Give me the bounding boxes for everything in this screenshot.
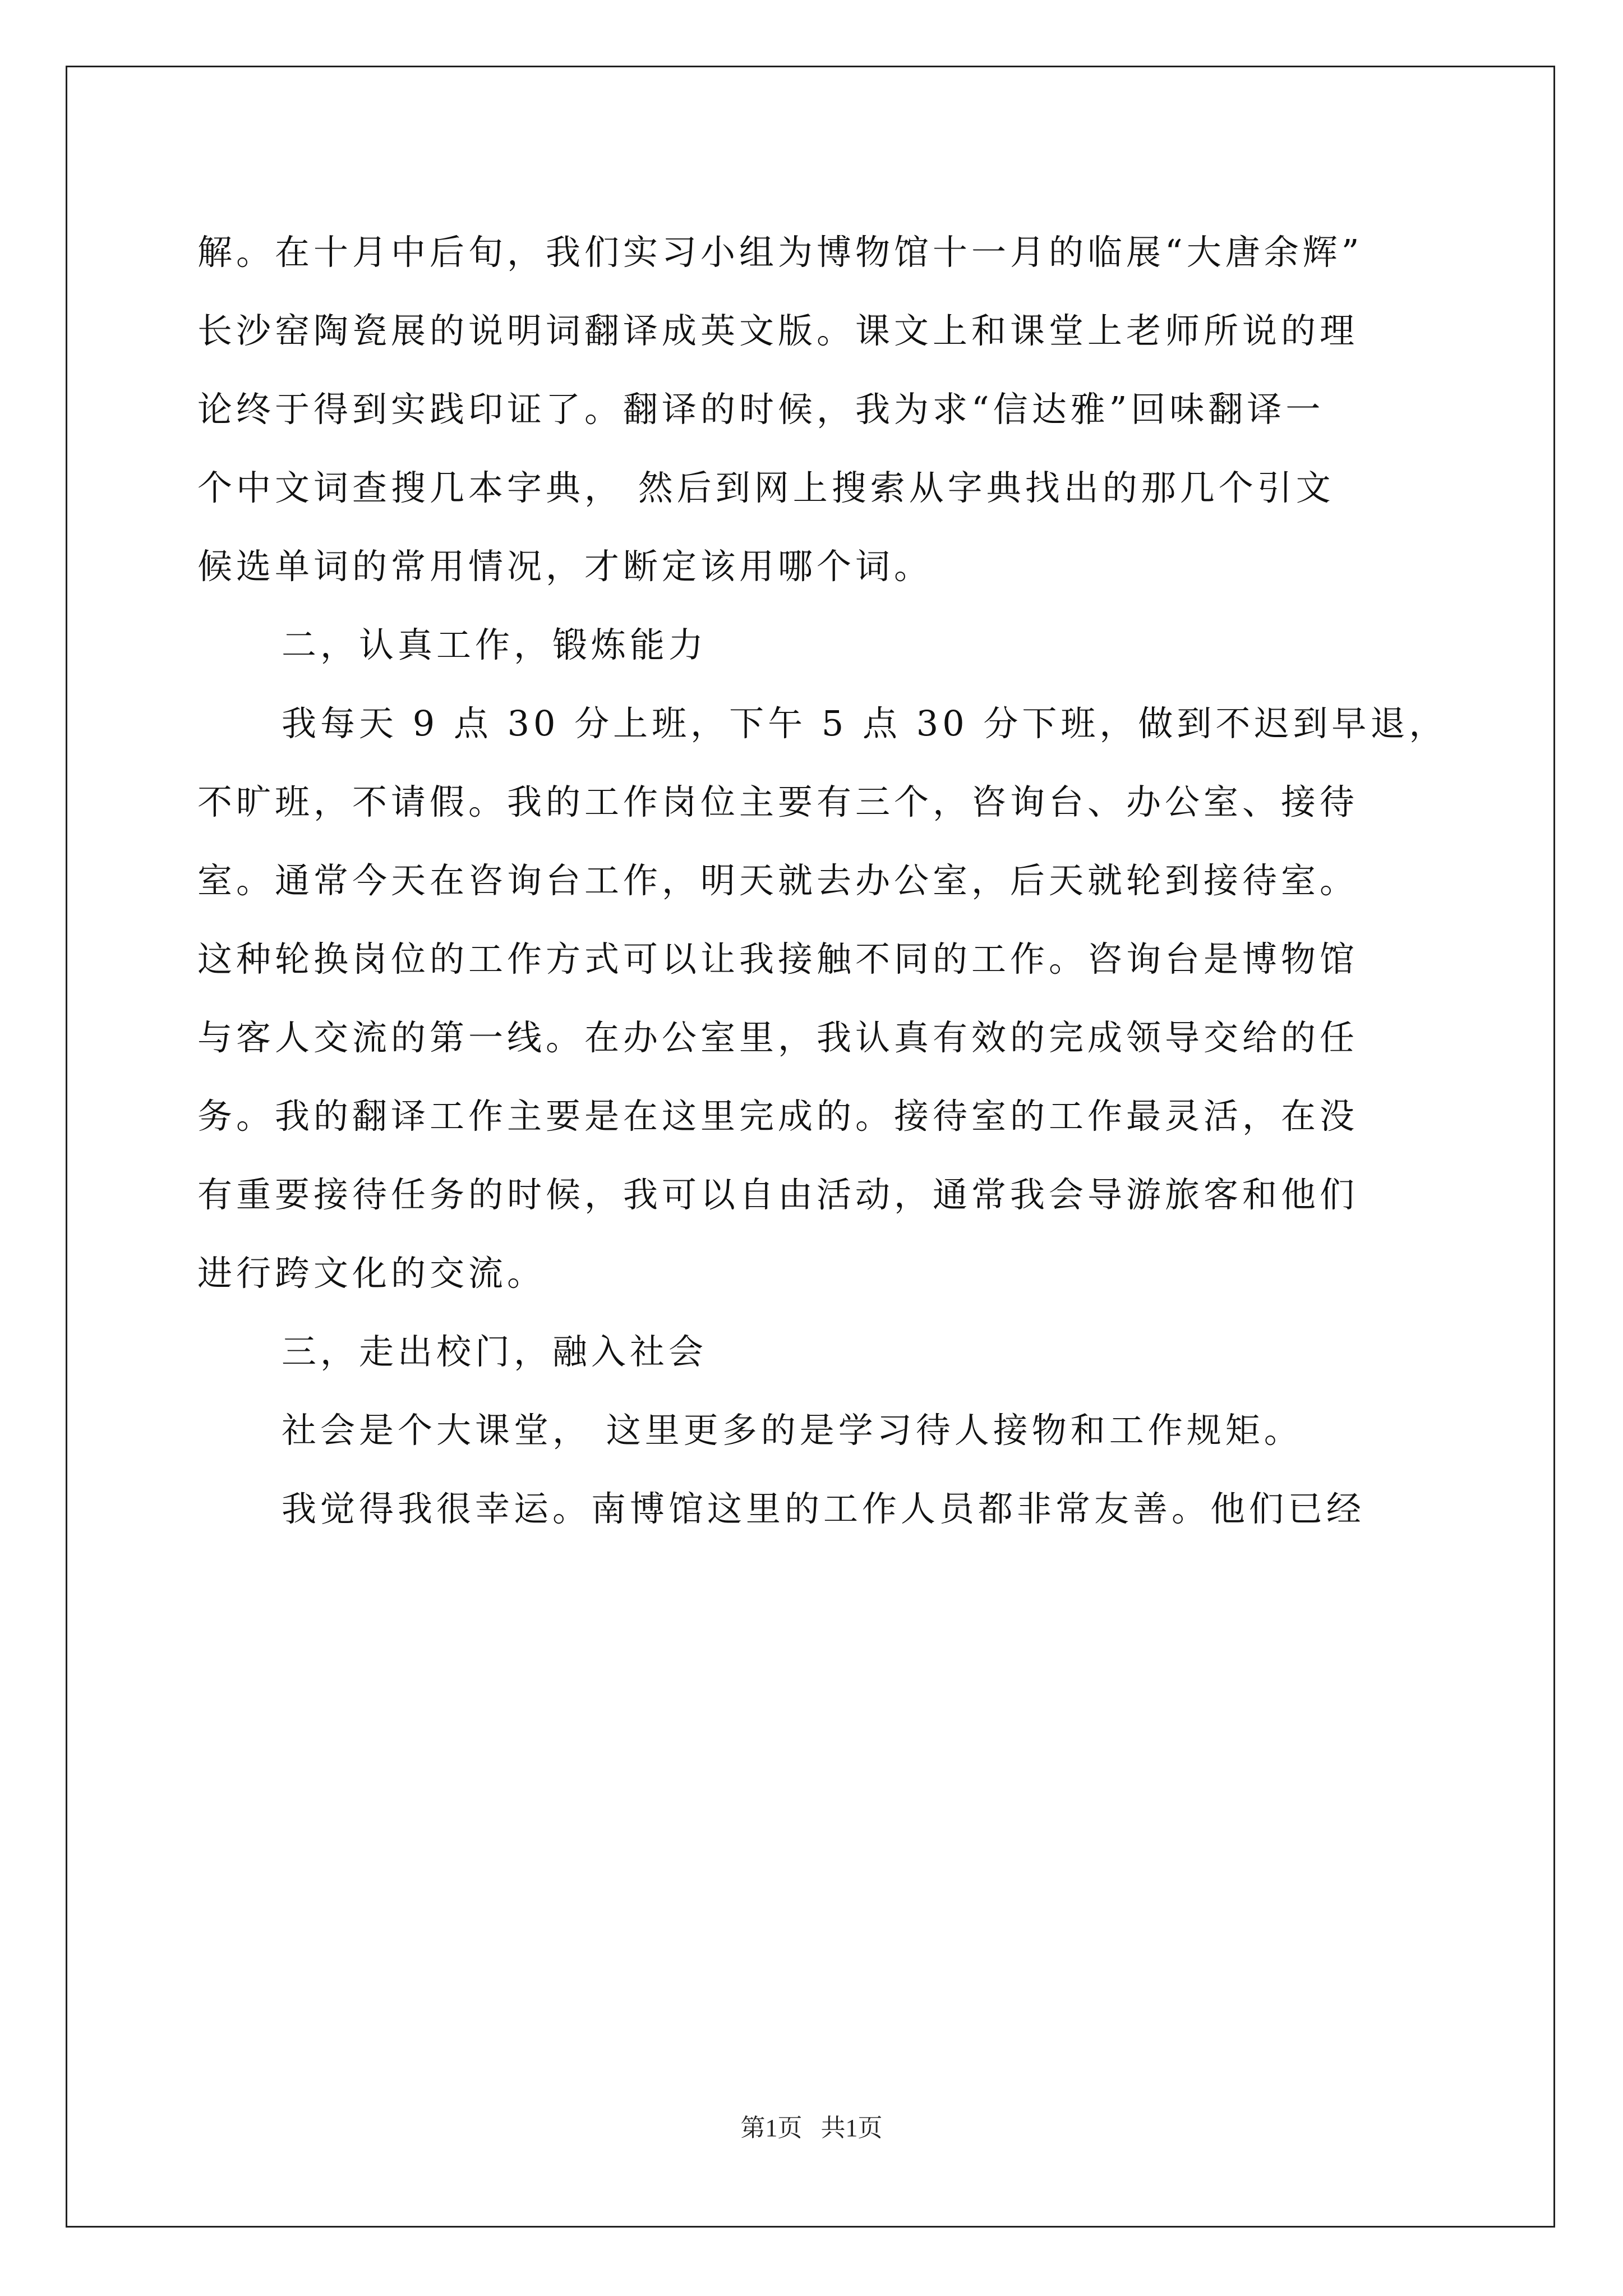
text-line: 不旷班，不请假。我的工作岗位主要有三个，咨询台、办公室、接待 (197, 781, 1359, 822)
text-line: 务。我的翻译工作主要是在这里完成的。接待室的工作最灵活，在没 (197, 1096, 1359, 1137)
text-line: 与客人交流的第一线。在办公室里，我认真有效的完成领导交给的任 (197, 1017, 1359, 1058)
text-line: 论终于得到实践印证了。翻译的时候，我为求“信达雅”回味翻译一 (197, 389, 1325, 430)
text-line: 室。通常今天在咨询台工作，明天就去办公室，后天就轮到接待室。 (197, 860, 1359, 901)
text-line: 我觉得我很幸运。南博馆这里的工作人员都非常友善。他们已经 (282, 1488, 1366, 1529)
text-line: 这种轮换岗位的工作方式可以让我接触不同的工作。咨询台是博物馆 (197, 938, 1359, 979)
text-line: 社会是个大课堂， 这里更多的是学习待人接物和工作规矩。 (282, 1410, 1303, 1451)
page-footer: 第1页 共1页 (740, 2114, 883, 2142)
text-line: 解。在十月中后旬，我们实习小组为博物馆十一月的临展“大唐余辉” (197, 232, 1363, 273)
text-line: 个中文词查搜几本字典， 然后到网上搜索从字典找出的那几个引文 (197, 467, 1335, 508)
document-body (197, 213, 1448, 1548)
text-line: 候选单词的常用情况，才断定该用哪个词。 (197, 546, 933, 587)
text-line: 我每天 9 点 30 分上班，下午 5 点 30 分下班，做到不迟到早退， (282, 703, 1448, 744)
text-line: 有重要接待任务的时候，我可以自由活动，通常我会导游旅客和他们 (197, 1174, 1359, 1215)
text-line: 长沙窑陶瓷展的说明词翻译成英文版。课文上和课堂上老师所说的理 (197, 310, 1359, 351)
text-line: 二，认真工作，锻炼能力 (282, 624, 708, 665)
text-line: 三，走出校门，融入社会 (282, 1331, 708, 1372)
text-line: 进行跨文化的交流。 (197, 1253, 546, 1294)
